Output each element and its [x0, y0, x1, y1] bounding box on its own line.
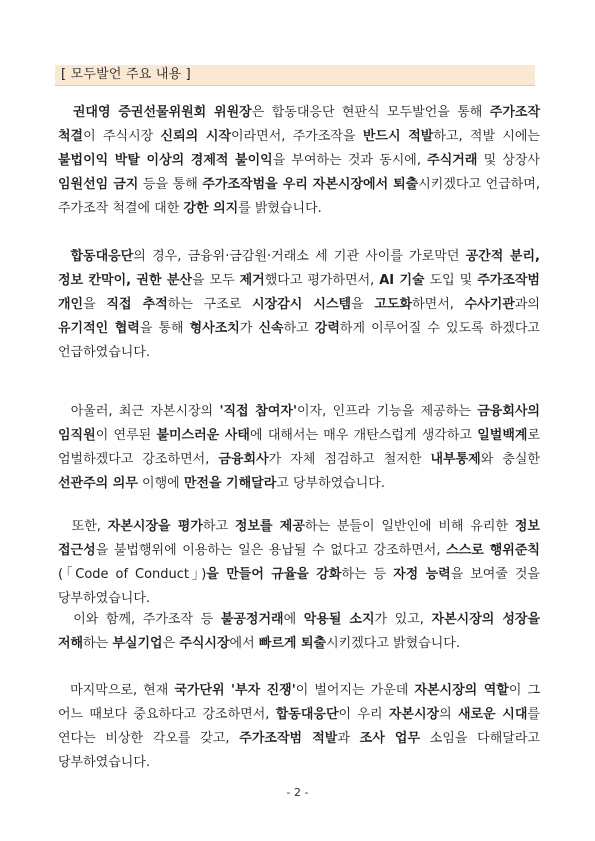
- body-text: 고 당부하였습니다.: [276, 476, 385, 491]
- emphasized-text: 스스로 행위준칙: [446, 543, 540, 558]
- body-text: 를 연다는 비상한 각오를 갖고,: [58, 707, 540, 746]
- body-text: 을: [351, 297, 375, 312]
- body-text: 시키겠다고 언급하며, 주가조작 척결에 대한: [58, 177, 540, 216]
- body-text: 에: [283, 612, 304, 627]
- body-text: 도입 및: [424, 273, 478, 288]
- emphasized-text: 신속: [258, 321, 284, 336]
- emphasized-text: 부실기업: [112, 636, 163, 651]
- emphasized-text: 합동대응단: [275, 707, 339, 722]
- indent-space: [58, 519, 72, 534]
- body-text: 마지막으로, 현재: [70, 683, 175, 698]
- body-text: 하고, 적발 시에는: [433, 129, 540, 144]
- emphasized-text: AI 기술: [379, 273, 425, 288]
- body-text: 은: [162, 636, 180, 651]
- body-text: 을 모두: [192, 273, 240, 288]
- emphasized-text: 주가조작범 적발: [239, 731, 338, 746]
- emphasized-text: 불법이익 박탈 이상의 경제적 불이익: [58, 153, 273, 168]
- emphasized-text: 유기적인 협력: [58, 321, 140, 336]
- emphasized-text: 선관주의 의무: [58, 476, 138, 491]
- emphasized-text: 국가단위 '부자 진쟁': [174, 683, 296, 698]
- body-text: 이 그 어느 때보다 중요하다고 강조하면서,: [58, 683, 541, 722]
- body-text: 을 불법행위에 이용하는 일은 용납될 수 없다고 강조하면서,: [95, 543, 447, 558]
- body-text: 이 벌어지는 가운데: [295, 683, 415, 698]
- emphasized-text: 일벌백계: [477, 428, 528, 443]
- body-text: 하는 등: [341, 567, 394, 582]
- emphasized-text: 반드시 적발: [362, 129, 434, 144]
- body-text: 의 경우, 금융위·금감원·거래소 세 기관 사이를 가로막던: [133, 249, 466, 264]
- emphasized-text: 악용될 소지: [303, 612, 375, 627]
- body-text: 했다고 평가하면서,: [264, 273, 380, 288]
- body-text: 에 대해서는 매우 개탄스럽게 생각하고: [250, 428, 478, 443]
- emphasized-text: 주가조작범을 우리 자본시장에서 퇴출: [202, 177, 419, 192]
- body-text: 이자, 인프라 기능을 제공하는: [296, 404, 478, 419]
- emphasized-text: 자본시장: [388, 707, 440, 722]
- emphasized-text: 자본시장의 성장을 저해: [58, 612, 541, 651]
- body-text: 의: [439, 707, 458, 722]
- body-text: 하는 분들이 일반인에 비해 유리한: [304, 519, 515, 534]
- section-header: [ 모두발언 주요 내용 ]: [61, 67, 191, 82]
- body-text: 이 연루된: [95, 428, 157, 443]
- indent-space: [58, 249, 70, 264]
- paragraph-financial-firms: [58, 400, 540, 496]
- emphasized-text: 내부통제: [430, 452, 481, 467]
- emphasized-text: 불미스러운 사태: [156, 428, 250, 443]
- body-text: 을 부여하는 것과 동시에,: [272, 153, 428, 168]
- body-text: 이와 함께, 주가조작 등: [73, 612, 221, 627]
- body-text: 하게 이루어질 수 있도록 하겠다고 언급하였습니다.: [58, 321, 540, 360]
- body-text: 하는: [83, 636, 113, 651]
- body-text: 에서: [229, 636, 259, 651]
- body-text: 을: [83, 297, 107, 312]
- body-text: 이 우리: [338, 707, 389, 722]
- paragraph-insolvent-companies: [58, 608, 540, 656]
- emphasized-text: 자정 능력: [393, 567, 451, 582]
- body-text: 이 주식시장: [83, 129, 161, 144]
- emphasized-text: 제거: [239, 273, 265, 288]
- body-text: 하고: [283, 321, 315, 336]
- emphasized-text: 강력: [314, 321, 340, 336]
- body-text: 등을 통해: [138, 177, 203, 192]
- paragraph-information-providers: [58, 515, 540, 611]
- body-text: 와 충실한: [480, 452, 540, 467]
- body-text: 또한,: [71, 519, 108, 534]
- emphasized-text: 고도화: [374, 297, 413, 312]
- emphasized-text: 조사 업무: [359, 731, 421, 746]
- emphasized-text: 정보 접근성: [58, 519, 540, 558]
- emphasized-text: 만전을 기해달라: [183, 476, 277, 491]
- paragraph-joint-task-force: [58, 245, 540, 365]
- page-number: - 2 -: [286, 786, 309, 799]
- indent-space: [58, 404, 71, 419]
- body-text: 를 밝혔습니다.: [238, 201, 322, 216]
- emphasized-text: 주식거래: [427, 153, 478, 168]
- body-text: 하고: [202, 519, 235, 534]
- emphasized-text: 빠르게 퇴출: [258, 636, 327, 651]
- body-text: 과의: [514, 297, 540, 312]
- body-text: 가: [239, 321, 259, 336]
- emphasized-text: 권대영 증권선물위원회 위원장: [72, 105, 252, 120]
- emphasized-text: 자본시장의 역할: [414, 683, 509, 698]
- indent-space: [58, 105, 73, 120]
- body-text: 시키겠다고 밝혔습니다.: [326, 636, 460, 651]
- emphasized-text: 공간적 분리, 정보 칸막이, 권한 분산: [58, 249, 540, 288]
- emphasized-text: 주식시장: [179, 636, 230, 651]
- body-text: 및 상장사: [477, 153, 540, 168]
- emphasized-text: 형사조치: [189, 321, 240, 336]
- emphasized-text: 을 만들어 규율을 강화: [206, 567, 342, 582]
- indent-space: [58, 683, 70, 698]
- emphasized-text: 임원선임 금지: [58, 177, 139, 192]
- body-text: 가 자체 점검하고 철저한: [268, 452, 431, 467]
- body-text: 소임을 다해달라고 당부하였습니다.: [58, 731, 540, 770]
- paragraph-chairman-remarks: [58, 101, 540, 221]
- body-text: 은 합동대응단 현판식 모두발언을 통해: [251, 105, 490, 120]
- emphasized-text: 불공정거래: [220, 612, 284, 627]
- emphasized-text: 주가조작 척결: [58, 105, 540, 144]
- emphasized-text: 자본시장을 평가: [107, 519, 203, 534]
- emphasized-text: '직접 참여자': [219, 404, 297, 419]
- emphasized-text: 주가조작범 개인: [58, 273, 540, 312]
- emphasized-text: 수사기관: [464, 297, 515, 312]
- emphasized-text: 금융회사: [218, 452, 269, 467]
- emphasized-text: 합동대응단: [70, 249, 134, 264]
- body-text: (「Code of Conduct」): [58, 567, 207, 582]
- paragraph-closing-remarks: [58, 679, 540, 775]
- emphasized-text: 신뢰의 시작: [160, 129, 232, 144]
- emphasized-text: 금융회사의 임직원: [58, 404, 540, 443]
- indent-space: [58, 612, 73, 627]
- body-text: 하면서,: [412, 297, 465, 312]
- body-text: 가 있고,: [374, 612, 432, 627]
- body-text: 아울러, 최근 자본시장의: [70, 404, 220, 419]
- body-text: 을 통해: [139, 321, 190, 336]
- body-text: 하는 구조로: [167, 297, 253, 312]
- emphasized-text: 시장감시 시스템: [252, 297, 352, 312]
- body-text: 을 보여줄 것을 당부하였습니다.: [58, 567, 540, 606]
- emphasized-text: 직접 추적: [106, 297, 168, 312]
- body-text: 이라면서, 주가조작을: [231, 129, 363, 144]
- body-text: 로 엄벌하겠다고 강조하면서,: [58, 428, 541, 467]
- emphasized-text: 강한 의지: [183, 201, 239, 216]
- body-text: 과: [337, 731, 360, 746]
- body-text: 이행에: [137, 476, 184, 491]
- emphasized-text: 정보를 제공: [234, 519, 305, 534]
- emphasized-text: 새로운 시대: [457, 707, 528, 722]
- section-header-box: [55, 65, 535, 86]
